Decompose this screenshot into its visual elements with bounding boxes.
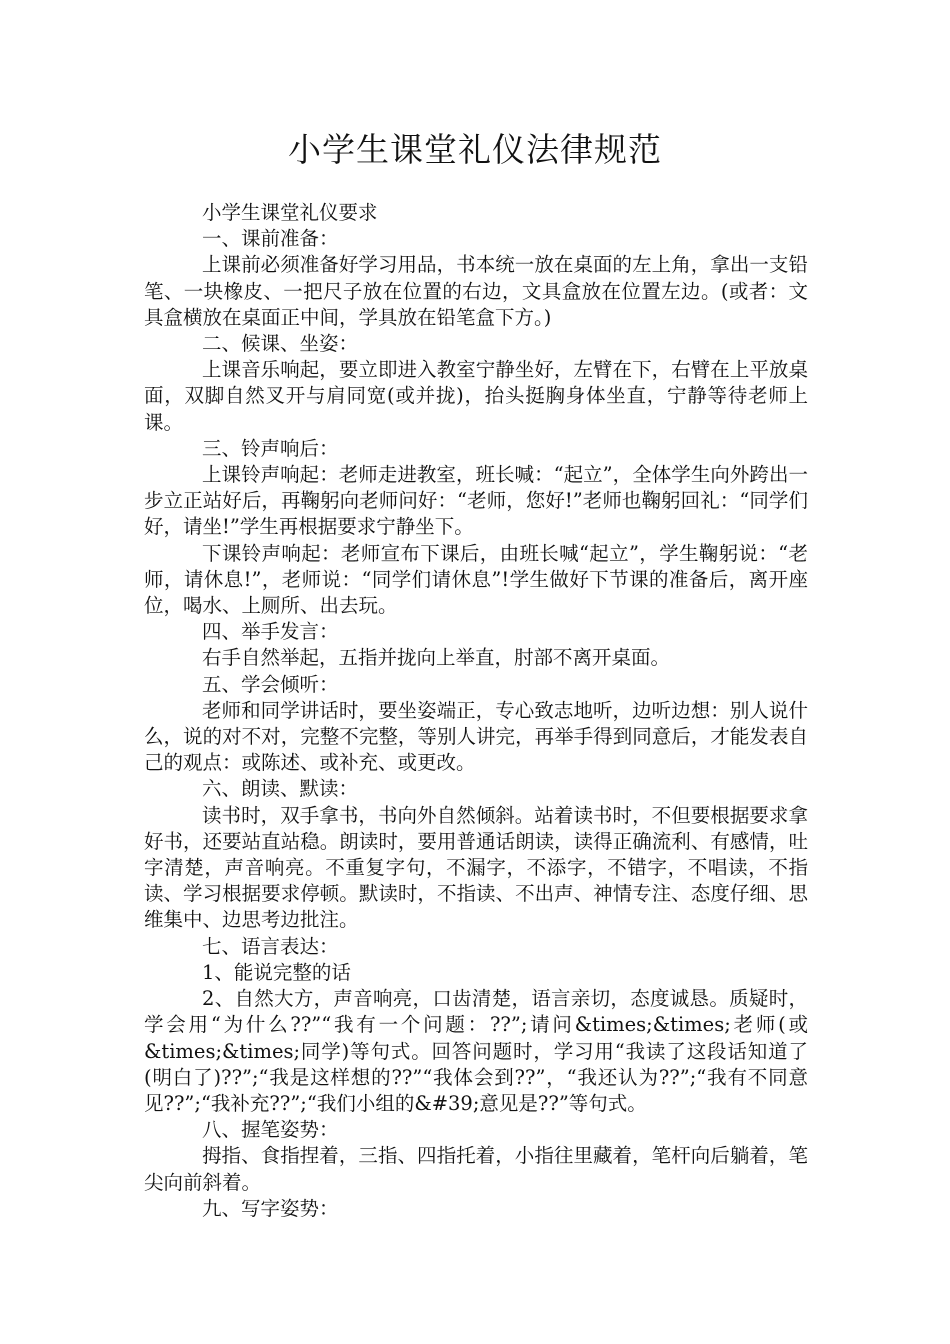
section-heading: 三、铃声响后： [202, 436, 339, 460]
document-body [144, 200, 808, 1222]
section-heading: 七、语言表达： [202, 934, 339, 958]
paragraph: 上课铃声响起：老师走进教室，班长喊：“起立”，全体学生向外跨出一步立正站好后，再鞠躬向老师问好：“老师，您好!”老师也鞠躬回礼：“同学们好，请坐!”学生再根据要求宁静坐下。 [144, 463, 808, 539]
paragraph: 右手自然举起，五指并拢向上举直，肘部不离开桌面。 [202, 646, 671, 670]
subtitle: 小学生课堂礼仪要求 [202, 201, 378, 224]
list-item: 1、能说完整的话 [202, 960, 351, 984]
section-heading: 五、学会倾听： [202, 672, 339, 696]
paragraph: 上课音乐响起，要立即进入教室宁静坐好，左臂在下，右臂在上平放桌面，双脚自然叉开与肩同宽(或并拢)，抬头挺胸身体坐直，宁静等待老师上课。 [144, 358, 808, 434]
paragraph: 读书时，双手拿书，书向外自然倾斜。站着读书时，不但要根据要求拿好书，还要站直站稳。朗读时，要用普通话朗读，读得正确流利、有感情，吐字清楚，声音响亮。不重复字句，不漏字，不添字，不错字，不唱读，不指读、学习根据要求停顿。默读时，不指读、不出声、神情专注、态度仔细、思维集中、边思考边批注。 [144, 803, 808, 932]
section-heading: 八、握笔姿势： [202, 1118, 339, 1142]
list-item: 2、自然大方，声音响亮，口齿清楚，语言亲切，态度诚恳。质疑时，学会用“为什么??”“我有一个问题：??”;请问&times;&times;老师(或&times;&times;同学)等句式。回答问题时，学习用“我读了这段话知道了(明白了)??”;“我是这样想的??”“我体会到??”，“我还认为??”;“我有不同意见??”;“我补充??”;“我们小组的&#39;意见是??”等句式。 [144, 987, 808, 1115]
section-heading: 六、朗读、默读： [202, 777, 359, 801]
paragraph: 老师和同学讲话时，要坐姿端正，专心致志地听，边听边想：别人说什么，说的对不对，完整不完整，等别人讲完，再举手得到同意后，才能发表自己的观点：或陈述、或补充、或更改。 [144, 698, 808, 775]
section-heading: 九、写字姿势： [202, 1196, 339, 1220]
document-title: 小学生课堂礼仪法律规范 [288, 130, 662, 169]
section-heading: 一、课前准备： [202, 227, 339, 251]
section-heading: 二、候课、坐姿： [202, 332, 359, 356]
section-heading: 四、举手发言： [202, 620, 339, 644]
paragraph: 拇指、食指捏着，三指、四指托着，小指往里藏着，笔杆向后躺着，笔尖向前斜着。 [144, 1144, 808, 1194]
paragraph: 上课前必须准备好学习用品，书本统一放在桌面的左上角，拿出一支铅笔、一块橡皮、一把尺子放在位置的右边，文具盒放在位置左边。(或者：文具盒横放在桌面正中间，学具放在铅笔盒下方。) [144, 253, 808, 329]
paragraph: 下课铃声响起：老师宣布下课后，由班长喊“起立”，学生鞠躬说：“老师，请休息!”，老师说：“同学们请休息”!学生做好下节课的准备后，离开座位，喝水、上厕所、出去玩。 [144, 541, 808, 618]
